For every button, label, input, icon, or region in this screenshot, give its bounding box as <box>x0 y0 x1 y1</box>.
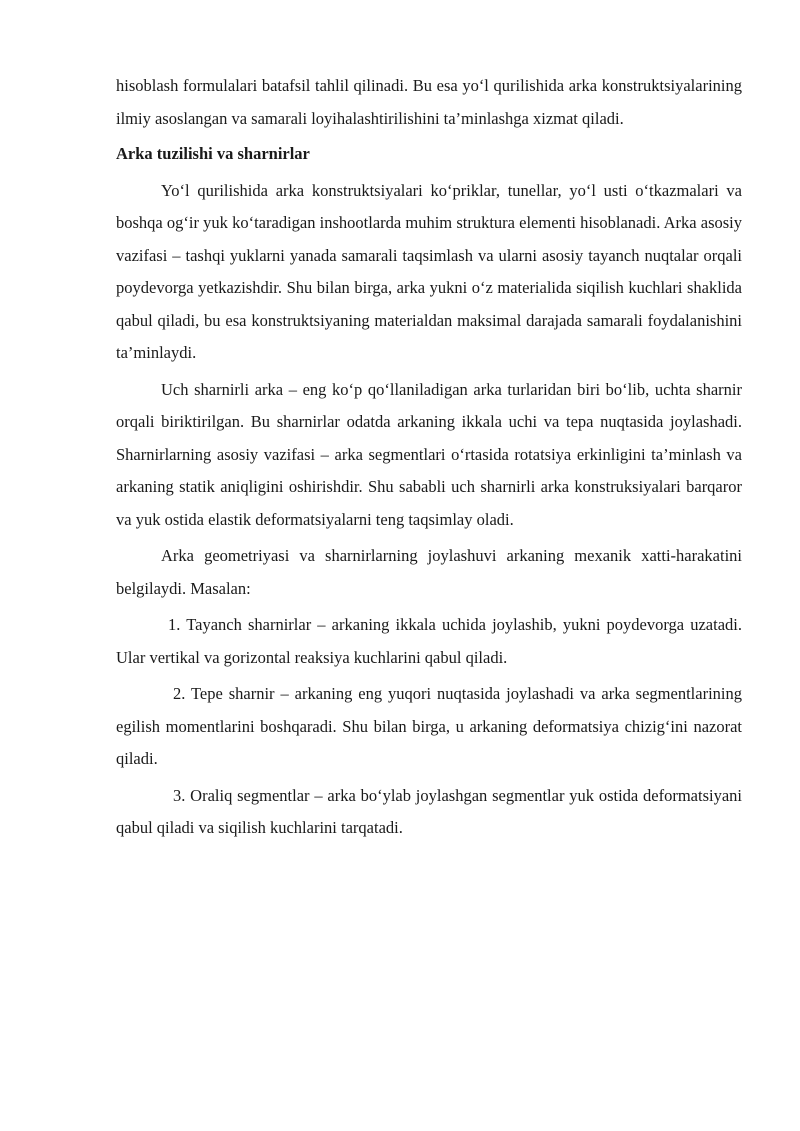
document-page <box>116 70 742 845</box>
list-item-1: 1. Tayanch sharnirlar – arkaning ikkala uchida joylashib, yukni poydevorga uzatadi. Ular vertikal va gorizontal reaksiya kuchlarini qabul qiladi. <box>116 615 742 667</box>
section-heading: Arka tuzilishi va sharnirlar <box>116 144 310 163</box>
intro-continuation-paragraph: hisoblash formulalari batafsil tahlil qilinadi. Bu esa yo‘l qurilishida arka konstruktsiyalarining ilmiy asoslangan va samarali loyihalashtirilishini ta’minlashga xizmat qiladi. <box>116 76 742 128</box>
body-paragraph-2: Uch sharnirli arka – eng ko‘p qo‘llaniladigan arka turlaridan biri bo‘lib, uchta sharnir orqali biriktirilgan. Bu sharnirlar odatda arkaning ikkala uchi va tepa nuqtasida joylashadi. Sharnirlarning asosiy vazifasi – arka segmentlari o‘rtasida rotatsiya erkinligini ta’minlash va arkaning statik aniqligini oshirishdir. Shu sababli uch sharnirli arka konstruksiyalari barqaror va yuk ostida elastik deformatsiyalarni teng taqsimlay oladi. <box>116 379 742 529</box>
list-item-3: 3. Oraliq segmentlar – arka bo‘ylab joylashgan segmentlar yuk ostida deformatsiyani qabul qiladi va siqilish kuchlarini tarqatadi. <box>116 785 742 837</box>
body-paragraph-1: Yo‘l qurilishida arka konstruktsiyalari ko‘priklar, tunellar, yo‘l usti o‘tkazmalari va boshqa og‘ir yuk ko‘taradigan inshootlarda muhim struktura elementi hisoblanadi. Arka asosiy vazifasi – tashqi yuklarni yanada samarali taqsimlash va ularni asosiy tayanch nuqtalar orqali poydevorga yetkazishdir. Shu bilan birga, arka yukni o‘z materialida siqilish kuchlari shaklida qabul qiladi, bu esa konstruktsiyaning materialdan maksimal darajada samarali foydalanishini ta’minlaydi. <box>116 180 742 362</box>
list-item-2: 2. Tepe sharnir – arkaning eng yuqori nuqtasida joylashadi va arka segmentlarining egilish momentlarini boshqaradi. Shu bilan birga, u arkaning deformatsiya chizig‘ini nazorat qiladi. <box>116 684 742 768</box>
body-paragraph-3: Arka geometriyasi va sharnirlarning joylashuvi arkaning mexanik xatti-harakatini belgilaydi. Masalan: <box>116 546 742 598</box>
